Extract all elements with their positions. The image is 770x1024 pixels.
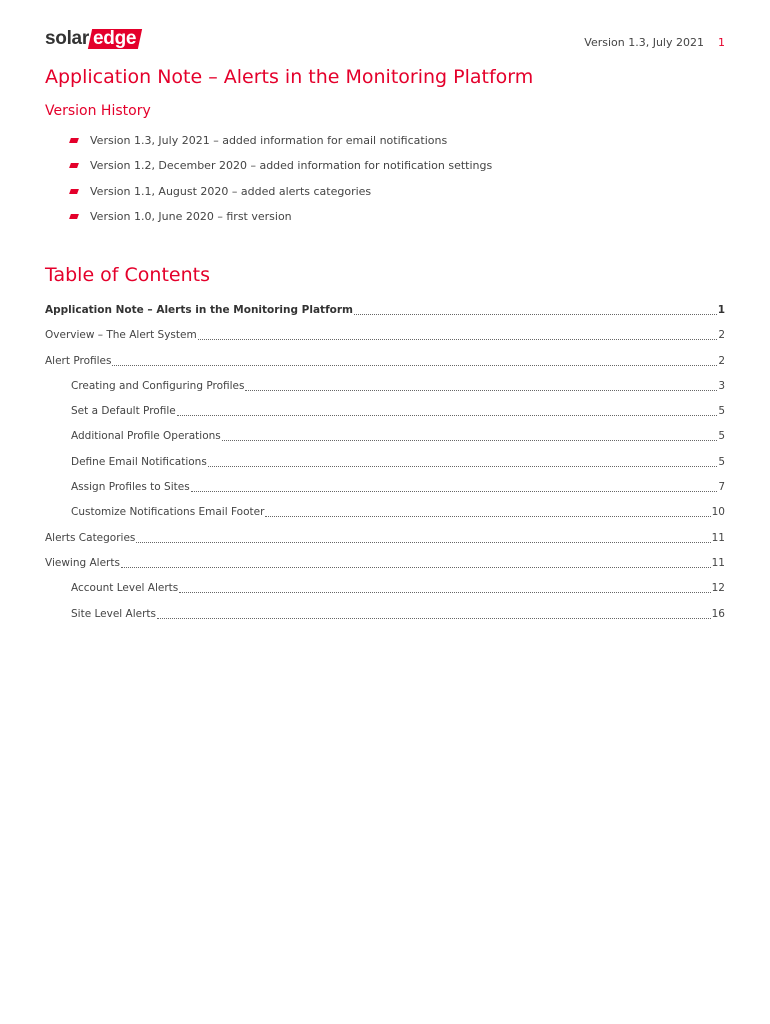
version-history-item [70,134,492,159]
toc-entry[interactable] [45,430,725,455]
toc-leader [191,481,718,492]
version-history-heading: Version History [45,103,151,119]
version-history-text: Version 1.0, June 2020 – first version [90,209,292,223]
toc-leader [354,304,717,315]
document-title: Application Note – Alerts in the Monitoring Platform [45,66,534,88]
toc-entry-title: Set a Default Profile [71,405,176,418]
toc-entry-page: 5 [718,455,725,468]
toc-entry-title: Overview – The Alert System [45,329,197,342]
toc-entry-page: 3 [718,379,725,392]
version-history-list [70,134,492,235]
bullet-icon [69,163,79,168]
toc-heading: Table of Contents [45,264,210,286]
toc-entry[interactable] [45,355,725,380]
toc-entry-page: 5 [718,430,725,443]
toc-entry[interactable] [45,380,725,405]
toc-entry-title: Additional Profile Operations [71,430,221,443]
toc-leader [157,608,711,619]
toc-entry-page: 12 [711,582,725,595]
bullet-icon [69,214,79,219]
toc-entry-page: 10 [711,506,725,519]
bullet-icon [69,189,79,194]
toc-entry[interactable] [45,481,725,506]
toc-entry-title: Alert Profiles [45,354,112,367]
toc-leader [179,582,710,593]
logo-edge-text: edge [92,28,137,49]
toc-leader [177,405,718,416]
table-of-contents [45,304,725,633]
version-history-item [70,210,492,235]
toc-entry-title: Customize Notifications Email Footer [71,506,265,519]
toc-leader [265,506,710,517]
toc-leader [198,329,718,340]
version-history-text: Version 1.2, December 2020 – added information for notification settings [90,159,493,173]
logo-solar-text: solar [45,28,89,49]
page-number: 1 [718,36,725,49]
toc-entry-title: Account Level Alerts [71,582,179,595]
toc-entry-title: Creating and Configuring Profiles [71,379,245,392]
toc-entry[interactable] [45,304,725,329]
version-history-item [70,159,492,184]
toc-leader [208,456,718,467]
toc-entry-page: 11 [711,531,725,544]
toc-entry-page: 1 [717,304,725,316]
toc-entry-page: 2 [718,354,725,367]
toc-entry-title: Site Level Alerts [71,607,157,620]
toc-entry[interactable] [45,405,725,430]
toc-entry[interactable] [45,506,725,531]
toc-leader [136,532,710,543]
version-history-text: Version 1.1, August 2020 – added alerts categories [90,184,372,198]
toc-leader [121,557,711,568]
toc-entry-page: 5 [718,405,725,418]
solaredge-logo [45,28,140,50]
toc-entry[interactable] [45,329,725,354]
toc-leader [245,380,717,391]
toc-entry[interactable] [45,608,725,633]
toc-leader [222,430,718,441]
toc-entry[interactable] [45,557,725,582]
toc-entry-title: Assign Profiles to Sites [71,481,190,494]
toc-entry-title: Alerts Categories [45,531,136,544]
logo-edge-box [88,29,142,49]
toc-entry[interactable] [45,532,725,557]
toc-entry-page: 2 [718,329,725,342]
bullet-icon [69,138,79,143]
version-label: Version 1.3, July 2021 [584,36,704,49]
toc-entry-title: Application Note – Alerts in the Monitoring Platform [45,304,353,316]
toc-entry-page: 7 [718,481,725,494]
toc-entry-page: 16 [711,607,725,620]
toc-entry-title: Viewing Alerts [45,556,120,569]
version-history-item [70,185,492,210]
version-history-text: Version 1.3, July 2021 – added information for email notifications [90,134,448,147]
toc-leader [112,355,717,366]
toc-entry-title: Define Email Notifications [71,455,207,468]
toc-entry[interactable] [45,582,725,607]
toc-entry-page: 11 [711,556,725,569]
page-header-info [584,36,725,49]
toc-entry[interactable] [45,456,725,481]
